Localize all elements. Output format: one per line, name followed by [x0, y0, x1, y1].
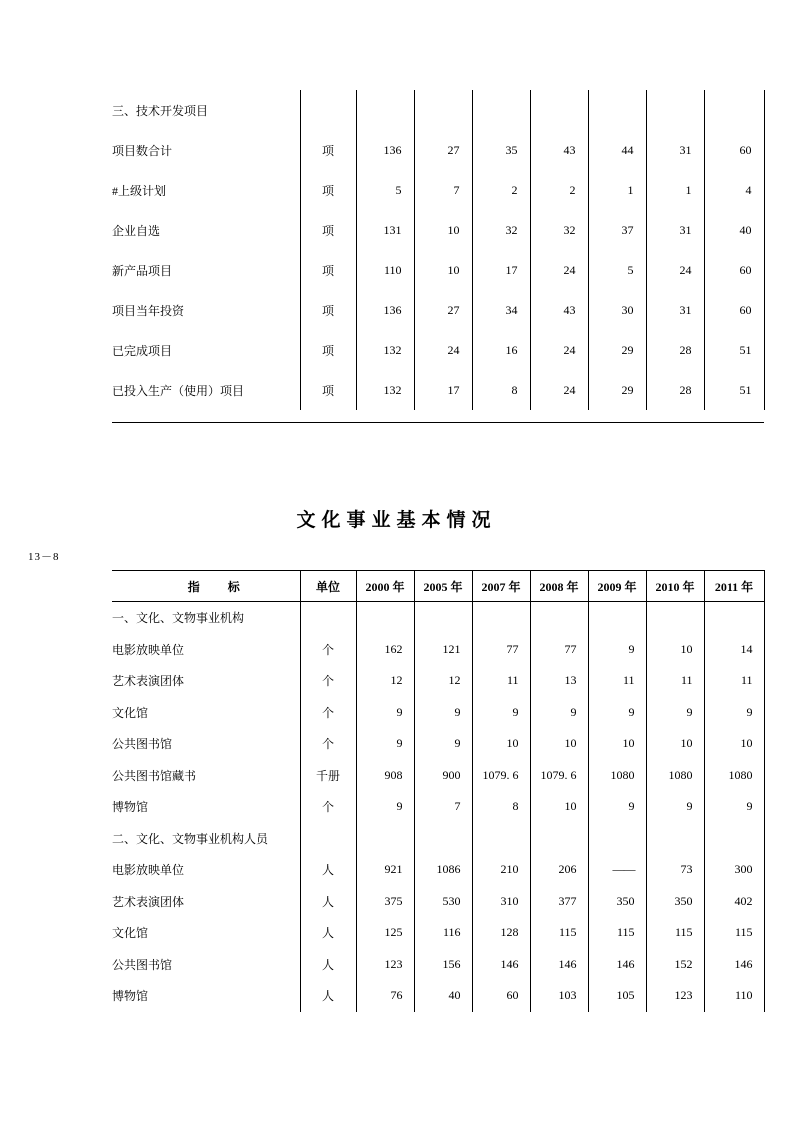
data-cell: —— — [588, 854, 646, 886]
data-cell: 105 — [588, 980, 646, 1012]
row-unit: 项 — [300, 170, 356, 210]
table-row — [112, 250, 764, 290]
technology-development-table-body — [112, 90, 764, 410]
data-cell: 900 — [414, 760, 472, 792]
row-label: 电影放映单位 — [112, 634, 300, 666]
data-cell: 60 — [472, 980, 530, 1012]
data-cell: 123 — [646, 980, 704, 1012]
data-cell: 60 — [704, 130, 764, 170]
data-cell: 10 — [472, 728, 530, 760]
row-label: 艺术表演团体 — [112, 665, 300, 697]
data-cell: 13 — [530, 665, 588, 697]
data-cell: 7 — [414, 791, 472, 823]
data-cell — [472, 823, 530, 855]
row-label: 公共图书馆 — [112, 728, 300, 760]
table-row — [112, 90, 764, 130]
data-cell: 29 — [588, 330, 646, 370]
row-unit: 人 — [300, 949, 356, 981]
data-cell: 77 — [530, 634, 588, 666]
data-cell: 32 — [472, 210, 530, 250]
data-cell: 11 — [588, 665, 646, 697]
table-row — [112, 760, 764, 792]
column-header: 2009 年 — [588, 571, 646, 602]
data-cell: 131 — [356, 210, 414, 250]
data-cell: 31 — [646, 210, 704, 250]
row-label: 博物馆 — [112, 791, 300, 823]
culture-table-body — [112, 602, 764, 1012]
data-cell — [530, 90, 588, 130]
data-cell: 12 — [356, 665, 414, 697]
data-cell: 206 — [530, 854, 588, 886]
row-label: 已投入生产（使用）项目 — [112, 383, 245, 398]
data-cell: 921 — [356, 854, 414, 886]
data-cell: 27 — [414, 130, 472, 170]
data-cell: 9 — [414, 697, 472, 729]
column-header: 2007 年 — [472, 571, 530, 602]
data-cell: 10 — [646, 634, 704, 666]
data-cell: 132 — [356, 370, 414, 410]
data-cell: 34 — [472, 290, 530, 330]
data-cell: 146 — [588, 949, 646, 981]
data-cell: 1 — [646, 170, 704, 210]
data-cell: 1079. 6 — [472, 760, 530, 792]
data-cell — [588, 602, 646, 634]
data-cell: 375 — [356, 886, 414, 918]
data-cell: 9 — [704, 697, 764, 729]
table-row — [112, 854, 764, 886]
data-cell — [704, 823, 764, 855]
data-cell: 1080 — [704, 760, 764, 792]
data-cell — [356, 602, 414, 634]
table-row — [112, 130, 764, 170]
table-row — [112, 170, 764, 210]
row-label: 文化馆 — [112, 917, 300, 949]
data-cell — [414, 90, 472, 130]
data-cell — [414, 602, 472, 634]
data-cell: 24 — [530, 370, 588, 410]
data-cell: 11 — [646, 665, 704, 697]
data-cell: 350 — [646, 886, 704, 918]
row-label: 公共图书馆 — [112, 949, 300, 981]
data-cell: 24 — [414, 330, 472, 370]
data-cell: 103 — [530, 980, 588, 1012]
data-cell: 908 — [356, 760, 414, 792]
data-cell — [646, 90, 704, 130]
row-label: 艺术表演团体 — [112, 886, 300, 918]
row-unit: 项 — [300, 370, 356, 410]
row-unit: 人 — [300, 886, 356, 918]
table-code: 13－8 — [28, 551, 60, 563]
data-cell: 350 — [588, 886, 646, 918]
data-cell: 146 — [530, 949, 588, 981]
table1-bottom-rule — [112, 422, 764, 423]
row-unit: 个 — [300, 697, 356, 729]
data-cell: 125 — [356, 917, 414, 949]
row-unit: 个 — [300, 728, 356, 760]
data-cell: 9 — [472, 697, 530, 729]
data-cell: 402 — [704, 886, 764, 918]
table-row — [112, 602, 764, 634]
data-cell: 51 — [704, 330, 764, 370]
row-unit: 项 — [300, 130, 356, 170]
data-cell: 123 — [356, 949, 414, 981]
row-unit: 人 — [300, 980, 356, 1012]
table-row — [112, 370, 764, 410]
data-cell — [530, 602, 588, 634]
data-cell: 377 — [530, 886, 588, 918]
data-cell: 9 — [356, 791, 414, 823]
data-cell: 10 — [414, 250, 472, 290]
row-unit: 个 — [300, 634, 356, 666]
row-label: 博物馆 — [112, 980, 300, 1012]
table-row — [112, 330, 764, 370]
data-cell: 115 — [588, 917, 646, 949]
data-cell: 10 — [414, 210, 472, 250]
data-cell: 32 — [530, 210, 588, 250]
row-unit: 项 — [300, 290, 356, 330]
row-unit: 项 — [300, 210, 356, 250]
data-cell: 300 — [704, 854, 764, 886]
data-cell: 7 — [414, 170, 472, 210]
row-unit: 个 — [300, 791, 356, 823]
data-cell: 8 — [472, 370, 530, 410]
data-cell: 51 — [704, 370, 764, 410]
data-cell: 9 — [646, 791, 704, 823]
table-row — [112, 917, 764, 949]
table-row — [112, 290, 764, 330]
data-cell: 4 — [704, 170, 764, 210]
data-cell: 40 — [704, 210, 764, 250]
data-cell — [588, 90, 646, 130]
data-cell: 110 — [704, 980, 764, 1012]
data-cell — [646, 602, 704, 634]
page-title: 文化事业基本情况 — [296, 510, 497, 531]
data-cell — [356, 90, 414, 130]
data-cell: 10 — [588, 728, 646, 760]
data-cell: 8 — [472, 791, 530, 823]
data-cell: 35 — [472, 130, 530, 170]
table-row — [112, 886, 764, 918]
data-cell: 121 — [414, 634, 472, 666]
data-cell: 115 — [704, 917, 764, 949]
row-unit: 项 — [300, 250, 356, 290]
data-cell — [704, 90, 764, 130]
data-cell: 5 — [588, 250, 646, 290]
table-row — [112, 980, 764, 1012]
row-unit: 千册 — [300, 760, 356, 792]
data-cell: 43 — [530, 130, 588, 170]
column-header: 2008 年 — [530, 571, 588, 602]
row-label: 项目当年投资 — [112, 303, 185, 318]
row-label: #上级计划 — [112, 183, 167, 198]
row-label: 文化馆 — [112, 697, 300, 729]
column-header: 2011 年 — [704, 571, 764, 602]
row-unit — [300, 90, 356, 130]
data-cell: 44 — [588, 130, 646, 170]
data-cell: 9 — [646, 697, 704, 729]
row-unit: 人 — [300, 854, 356, 886]
data-cell: 10 — [530, 791, 588, 823]
culture-table-header — [112, 571, 764, 602]
table-row — [112, 697, 764, 729]
data-cell: 116 — [414, 917, 472, 949]
column-header: 指 标 — [112, 571, 300, 602]
data-cell: 40 — [414, 980, 472, 1012]
data-cell: 73 — [646, 854, 704, 886]
column-header: 2000 年 — [356, 571, 414, 602]
data-cell: 152 — [646, 949, 704, 981]
data-cell: 162 — [356, 634, 414, 666]
column-header: 2010 年 — [646, 571, 704, 602]
culture-statistics-table — [112, 570, 765, 1012]
data-cell: 146 — [704, 949, 764, 981]
data-cell: 24 — [646, 250, 704, 290]
data-cell: 110 — [356, 250, 414, 290]
row-label: 三、技术开发项目 — [112, 103, 209, 118]
data-cell: 24 — [530, 330, 588, 370]
data-cell: 1 — [588, 170, 646, 210]
data-cell: 60 — [704, 250, 764, 290]
data-cell — [472, 90, 530, 130]
data-cell: 28 — [646, 370, 704, 410]
data-cell: 16 — [472, 330, 530, 370]
table-row — [112, 634, 764, 666]
table-row — [112, 210, 764, 250]
table-row — [112, 728, 764, 760]
row-label: 二、文化、文物事业机构人员 — [112, 823, 300, 855]
data-cell: 146 — [472, 949, 530, 981]
row-label: 项目数合计 — [112, 143, 173, 158]
data-cell: 310 — [472, 886, 530, 918]
technology-development-table-wrapper — [112, 90, 764, 410]
data-cell: 136 — [356, 130, 414, 170]
data-cell: 29 — [588, 370, 646, 410]
data-cell: 11 — [704, 665, 764, 697]
data-cell: 37 — [588, 210, 646, 250]
row-unit: 人 — [300, 917, 356, 949]
data-cell: 136 — [356, 290, 414, 330]
row-unit: 个 — [300, 665, 356, 697]
data-cell: 128 — [472, 917, 530, 949]
data-cell: 10 — [704, 728, 764, 760]
data-cell: 77 — [472, 634, 530, 666]
row-label: 已完成项目 — [112, 343, 173, 358]
data-cell: 28 — [646, 330, 704, 370]
data-cell: 76 — [356, 980, 414, 1012]
data-cell: 5 — [356, 170, 414, 210]
data-cell: 9 — [356, 728, 414, 760]
data-cell: 530 — [414, 886, 472, 918]
column-header: 单位 — [300, 571, 356, 602]
data-cell: 1080 — [646, 760, 704, 792]
row-unit — [300, 823, 356, 855]
table-row — [112, 823, 764, 855]
data-cell — [356, 823, 414, 855]
culture-statistics-table-wrapper — [112, 570, 764, 1012]
row-label: 新产品项目 — [112, 263, 173, 278]
row-label: 公共图书馆藏书 — [112, 760, 300, 792]
data-cell: 11 — [472, 665, 530, 697]
data-cell: 17 — [472, 250, 530, 290]
data-cell: 1080 — [588, 760, 646, 792]
data-cell: 156 — [414, 949, 472, 981]
data-cell: 2 — [472, 170, 530, 210]
data-cell: 9 — [588, 791, 646, 823]
table-row — [112, 949, 764, 981]
data-cell: 31 — [646, 290, 704, 330]
row-label: 企业自选 — [112, 223, 161, 238]
data-cell: 9 — [356, 697, 414, 729]
data-cell: 43 — [530, 290, 588, 330]
data-cell: 9 — [588, 634, 646, 666]
data-cell: 12 — [414, 665, 472, 697]
data-cell: 27 — [414, 290, 472, 330]
data-cell: 2 — [530, 170, 588, 210]
data-cell: 31 — [646, 130, 704, 170]
table-header-row — [112, 571, 764, 602]
data-cell: 9 — [704, 791, 764, 823]
data-cell: 17 — [414, 370, 472, 410]
data-cell — [704, 602, 764, 634]
data-cell — [588, 823, 646, 855]
data-cell: 1079. 6 — [530, 760, 588, 792]
data-cell: 24 — [530, 250, 588, 290]
data-cell — [530, 823, 588, 855]
data-cell: 60 — [704, 290, 764, 330]
data-cell — [472, 602, 530, 634]
data-cell — [646, 823, 704, 855]
data-cell: 9 — [414, 728, 472, 760]
row-unit: 项 — [300, 330, 356, 370]
row-unit — [300, 602, 356, 634]
table-row — [112, 665, 764, 697]
data-cell: 10 — [530, 728, 588, 760]
data-cell: 10 — [646, 728, 704, 760]
data-cell: 115 — [646, 917, 704, 949]
data-cell: 9 — [588, 697, 646, 729]
data-cell: 30 — [588, 290, 646, 330]
data-cell: 132 — [356, 330, 414, 370]
column-header: 2005 年 — [414, 571, 472, 602]
data-cell: 115 — [530, 917, 588, 949]
data-cell: 1086 — [414, 854, 472, 886]
data-cell: 9 — [530, 697, 588, 729]
row-label: 一、文化、文物事业机构 — [112, 602, 300, 634]
data-cell — [414, 823, 472, 855]
data-cell: 210 — [472, 854, 530, 886]
data-cell: 14 — [704, 634, 764, 666]
row-label: 电影放映单位 — [112, 854, 300, 886]
table-row — [112, 791, 764, 823]
technology-development-table — [112, 90, 765, 410]
